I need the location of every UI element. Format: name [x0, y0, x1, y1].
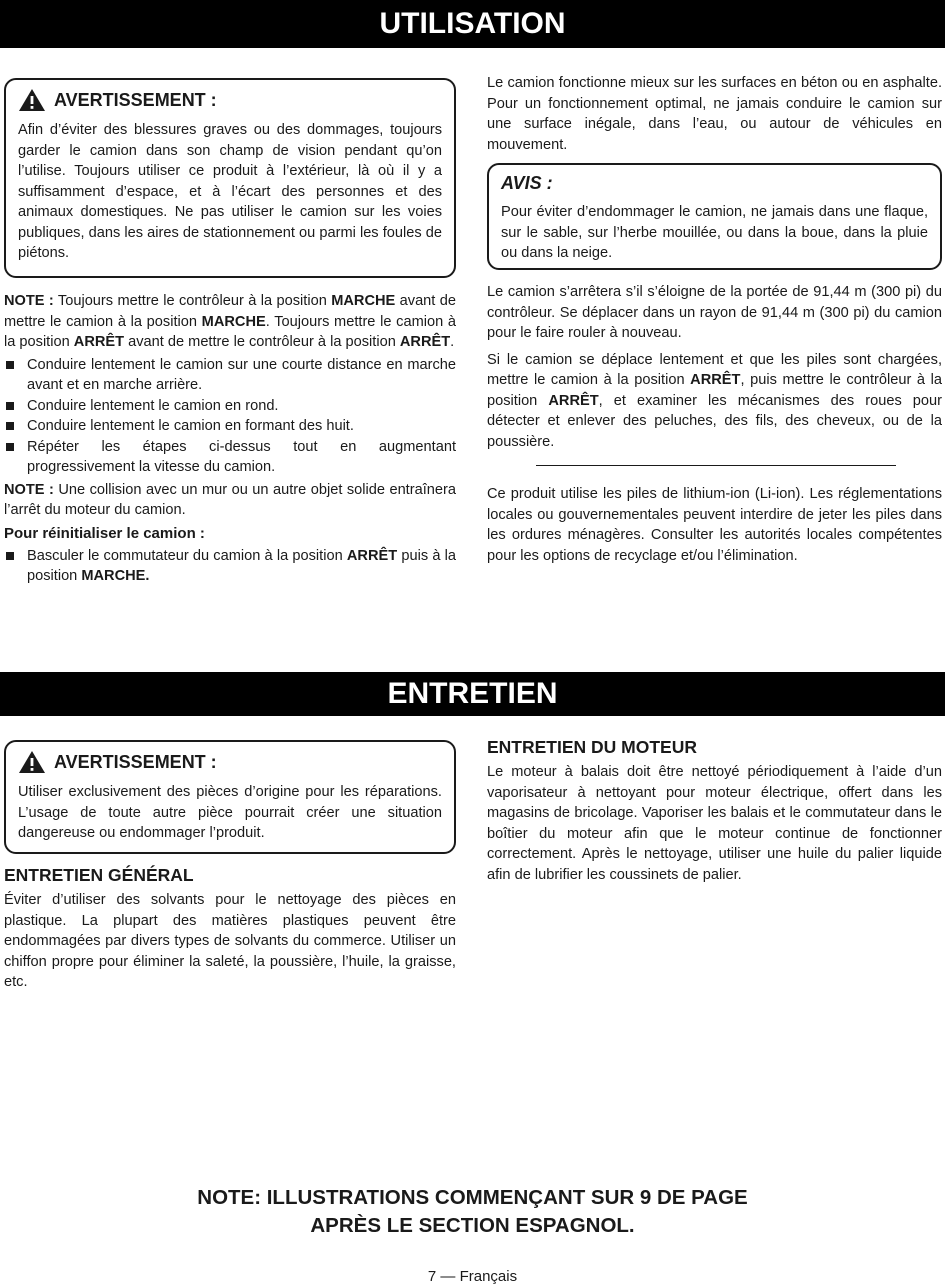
note-text: .	[450, 334, 455, 350]
warning-header	[18, 750, 442, 774]
note-line: APRÈS LE SECTION ESPAGNOL.	[310, 1214, 635, 1237]
note-text: avant de mettre le contrôleur à la position	[124, 334, 400, 350]
surfaces-paragraph: Le camion fonctionne mieux sur les surfaces en béton ou en asphalte. Pour un fonctionnement optimal, ne jamais conduire le camion sur une surface inégale, dans l’eau, ou autour de véhicules en mouvement.	[487, 75, 942, 153]
avis-header	[501, 173, 928, 194]
left-column	[4, 291, 456, 589]
avis-text: Pour éviter d’endommager le camion, ne jamais dans une flaque, sur le sable, sur l’herbe mouillée, ou dans la boue, dans la pluie ou dans la neige.	[501, 204, 928, 261]
motor-title: ENTRETIEN DU MOTEUR	[487, 737, 697, 757]
reset-title: Pour réinitialiser le camion :	[4, 524, 205, 542]
general-title: ENTRETIEN GÉNÉRAL	[4, 865, 194, 885]
note-text: avant de mettre le camion à la position	[4, 293, 456, 330]
general-maintenance	[4, 864, 456, 993]
range-paragraph: Le camion s’arrêtera s’il s’éloigne de la portée de 91,44 m (300 pi) du contrôleur. Se déplacer dans un rayon de 91,44 m (300 pi) du camion pour le faire rouler à nouveau.	[487, 284, 942, 341]
general-text: Éviter d’utiliser des solvants pour le nettoyage des pièces en plastique. La plupart des matières plastiques peuvent être endommagées par divers types de solvants du commerce. Utiliser un chiffon propre pour éliminer la saleté, la poussière, l’huile, la graisse, etc.	[4, 892, 456, 990]
right-column-mid	[487, 282, 942, 452]
section-title: UTILISATION	[379, 7, 566, 40]
motor-text: Le moteur à balais doit être nettoyé périodiquement à l’aide d’un vaporisateur à nettoyant pour moteur électrique, offert dans les magasins de bricolage. Vaporiser les balais et le commutateur dans le boîtier du moteur afin que le moteur continue de fonctionner correctement. Après le nettoyage, utiliser une huile du palier liquide afin de lubrifier les coussinets de palier.	[487, 764, 942, 883]
warning-text: Afin d’éviter des blessures graves ou des dommages, toujours garder le camion dans son champ de vision pendant qu’on l’utilise. Toujours utiliser ce produit à l’extérieur, là où il y a suffisamment d’espace, et à l’écart des personnes et des animaux domestiques. Ne pas utiliser le camion sur les voies publiques, dans les aires de stationnement ou parmi les foules de piétons.	[18, 122, 442, 261]
avis-box	[487, 163, 942, 270]
note-paragraph	[4, 291, 456, 353]
note-label: NOTE :	[4, 293, 54, 309]
right-column-battery	[487, 484, 942, 566]
warning-title: AVERTISSEMENT :	[54, 751, 217, 772]
illustrations-note	[0, 1184, 945, 1240]
warning-text: Utiliser exclusivement des pièces d’origine pour les réparations. L’usage de toute autre pièce pourrait créer une situation dangereuse ou endommager l’produit.	[18, 784, 442, 841]
page-number: 7 — Français	[427, 1268, 518, 1285]
warning-box	[4, 78, 456, 278]
divider	[536, 465, 896, 466]
warning-title: AVERTISSEMENT :	[54, 89, 217, 110]
list-item: Répéter les étapes ci-dessus tout en augmentant progressivement la vitesse du camion.	[4, 437, 456, 478]
motor-maintenance	[487, 736, 942, 885]
warning-header	[18, 88, 442, 112]
note-bold: ARRÊT	[399, 334, 451, 350]
section-header-entretien	[0, 672, 945, 716]
slow-paragraph: Si le camion se déplace lentement et que les piles sont chargées, mettre le camion à la position ARRÊT, puis mettre le contrôleur à la position ARRÊT, et examiner les mécanismes des roues pour détecter et enlever des peluches, des fils, des cheveux, ou de la poussière.	[487, 351, 942, 450]
avis-title: AVIS :	[501, 173, 553, 193]
note-text: Une collision avec un mur ou un autre objet solide entraînera l’arrêt du moteur du camion.	[4, 481, 456, 518]
note-text: Toujours mettre le contrôleur à la position	[53, 293, 332, 309]
section-title: ENTRETIEN	[387, 677, 558, 710]
note-text: . Toujours mettre le camion à la position	[4, 313, 456, 350]
steps-list	[4, 355, 456, 478]
note-bold: MARCHE	[201, 313, 266, 330]
warning-box	[4, 740, 456, 854]
collision-note	[4, 480, 456, 521]
note-label: NOTE :	[4, 481, 54, 498]
note-bold: ARRÊT	[73, 334, 125, 350]
warning-triangle-icon	[18, 750, 46, 774]
list-item: Conduire lentement le camion en rond.	[4, 396, 456, 417]
list-item: Basculer le commutateur du camion à la position ARRÊT puis à la position MARCHE.	[4, 546, 456, 587]
list-item: Conduire lentement le camion en formant des huit.	[4, 416, 456, 437]
section-header-utilisation	[0, 0, 945, 48]
battery-paragraph: Ce produit utilise les piles de lithium-ion (Li-ion). Les réglementations locales ou gouvernementales peuvent interdire de jeter les piles dans les ordures ménagères. Consulter les autorités locales compétentes pour les options de recyclage et/ou l’élimination.	[487, 486, 942, 564]
note-bold: MARCHE	[331, 293, 396, 309]
warning-triangle-icon	[18, 88, 46, 112]
list-item: Conduire lentement le camion sur une courte distance en marche avant et en marche arrière.	[4, 355, 456, 396]
right-column-top	[487, 73, 942, 155]
reset-list	[4, 546, 456, 587]
note-line: NOTE: ILLUSTRATIONS COMMENÇANT SUR 9 DE PAGE	[197, 1186, 748, 1209]
